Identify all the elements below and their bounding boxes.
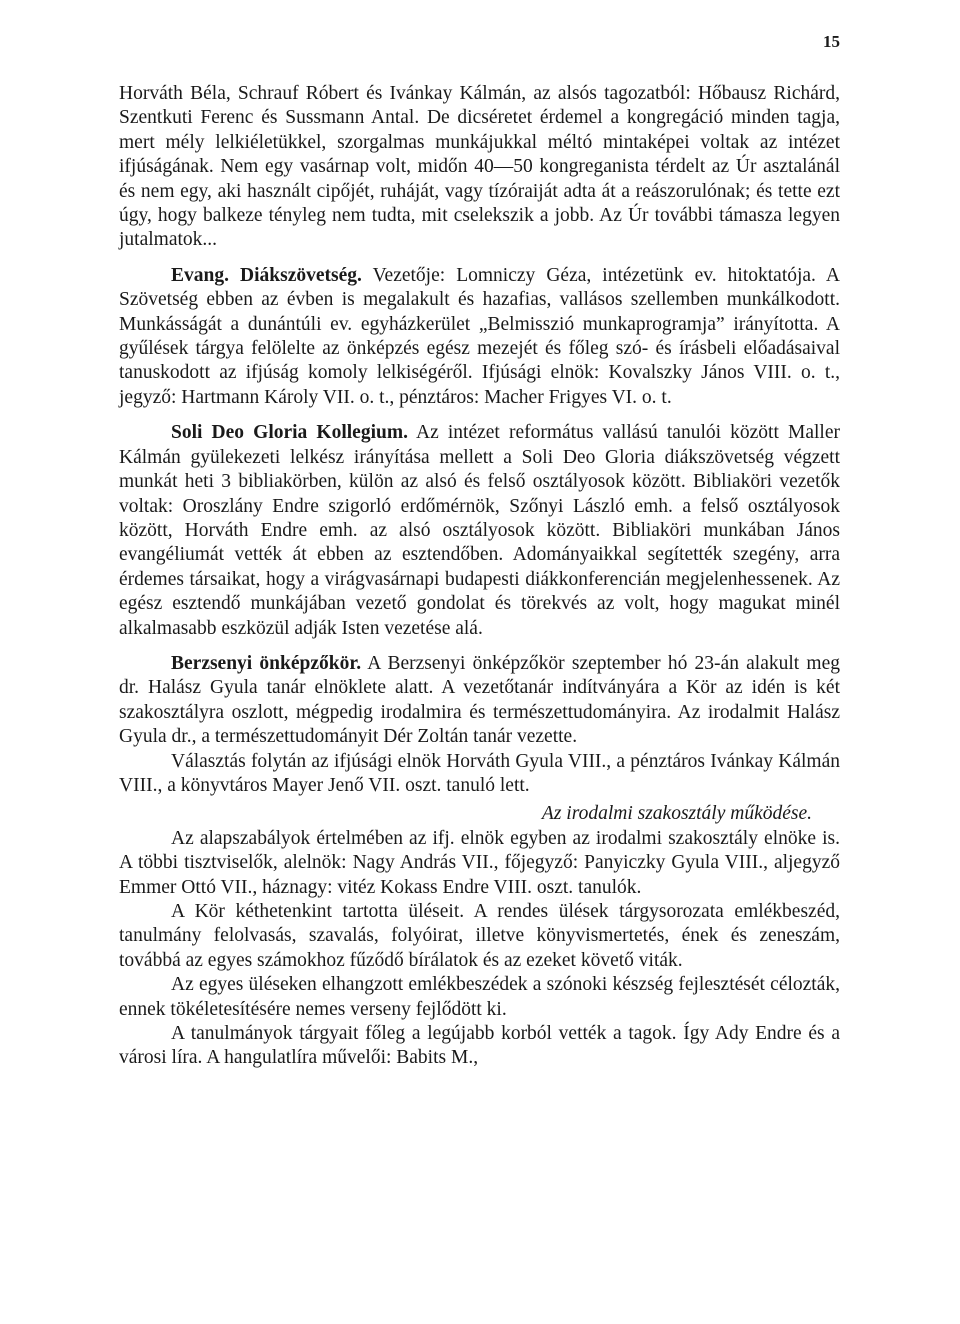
- paragraph-emlekbeszedek: Az egyes üléseken elhangzott emlékbeszédek a szónoki készség fejlesztését célozták, ennek tökéletesítésére nemes verseny fejlődött ki.: [119, 974, 840, 1020]
- paragraph-soli-deo-gloria: [119, 421, 840, 641]
- paragraph-kor-ulesei: A Kör kéthetenkint tartotta üléseit. A rendes ülések tárgysorozata emlékbeszéd, tanulmány felolvasás, szavalás, folyóirat, illetve könyvismertetés, ének és zeneszám, továbbá az egyes számokhoz fűződő bírálatok és az ezeket követő viták.: [119, 901, 840, 971]
- paragraph-text: A Berzsenyi önképzőkör szeptember hó 23-án alakult meg dr. Halász Gyula tanár elnöklete alatt. A vezetőtanár indítványára a Kör az idén is két szakosztályra oszlott, mégpedig irodalmira és természettudományira. Az irodalmit Halász Gyula dr., a természettudományit Dér Zoltán tanár vezette.: [119, 652, 840, 748]
- section-heading: Soli Deo Gloria Kollegium.: [171, 422, 408, 444]
- paragraph-evang-diakszovetseg: [119, 264, 840, 410]
- paragraph-text: Horváth Béla, Schrauf Róbert és Ivánkay Kálmán, az alsós tagozatból: Hőbausz Richárd, Szentkuti Ferenc és Sussmann Antal. De dicséretet érdemel a kongregáció minden tagja, mert mély lelkiéletükkel, szorgalmas munkájukkal méltó mintaképei voltak az intézet ifjúságának. Nem egy vasárnap volt, midőn 40—50 kongreganista térdelt az Úr asztalánál és nem egy, aki használt cipőjét, ruháját, vagy tízóraiját adta át a reászorulónak; és tette ezt úgy, hogy balkeze tényleg nem tudta, mit cselekszik a jobb. Az Úr további támasza legyen jutalmatok...: [119, 83, 840, 251]
- paragraph-tanulmanyok: A tanulmányok tárgyait főleg a legújabb korból vették a tagok. Így Ady Endre és a városi líra. A hangulatlíra művelői: Babits M.,: [119, 1023, 840, 1069]
- page-body: [119, 82, 840, 1071]
- paragraph-berzsenyi: [119, 652, 840, 750]
- page-number: 15: [823, 32, 840, 51]
- paragraph-text: Választás folytán az ifjúsági elnök Horváth Gyula VIII., a pénztáros Ivánkay Kálmán VIII., a könyvtáros Mayer Jenő VII. oszt. tanuló lett.: [119, 750, 840, 796]
- paragraph-alapszabalyok: Az alapszabályok értelmében az ifj. elnök egyben az irodalmi szakosztály elnöke is. A többi tisztviselők, alelnök: Nagy András VII., főjegyző: Panyiczky Gyula VIII., aljegyző Emmer Ottó VII., háznagy: vitéz Kokass Endre VIII. oszt. tanulók.: [119, 827, 840, 898]
- paragraph-valasztas: [119, 750, 840, 799]
- section-heading: Evang. Diákszövetség.: [171, 264, 362, 286]
- section-heading: Berzsenyi önképzőkör.: [171, 652, 362, 674]
- paragraph-text: Az intézet református vallású tanulói között Maller Kálmán gyülekezeti lelkész irányítása mellett a Soli Deo Gloria diákszövetség végzett munkát heti 3 bibliakörben, külön az alsó és felső osztályosok között. Bibliaköri vezetők voltak: Oroszlány Endre szigorló erdőmérnök, Szőnyi László emh. a felső osztályosok között, Horváth Endre emh. az alsó osztályosok között. Bibliaköri munkában János evangéliumát vették át ebben az esztendőben. Adományaikkal segítették szegény, arra érdemes társaikat, hogy a virágvasárnapi budapesti diákkonferencián megjelenhessenek. Az egész esztendő munkájában vezető gondolat és törekvés az volt, hogy magukat minél alkalmasabb eszközül adják Isten vezetése alá.: [119, 422, 840, 639]
- section-subheading: Az irodalmi szakosztály működése.: [541, 803, 812, 825]
- paragraph-kongregacio: [119, 82, 840, 253]
- paragraph-text: Vezetője: Lomniczy Géza, intézetünk ev. hitoktatója. A Szövetség ebben az évben is megalakult és hazafias, vallásos szellemben munkálkodott. Munkásságát a dunántúli ev. egyházkerület „Belmisszió munkaprogramja” irányította. A gyűlések tárgya felölelte az önképzés egész mezejét és főleg szó- és írásbeli előadásaival tanuskodott az ifjúság komoly lelkiségéről. Ifjúsági elnök: Kovalszky János VIII. o. t., jegyző: Hartmann Károly VII. o. t., pénztáros: Macher Frigyes VI. o. t.: [119, 264, 840, 408]
